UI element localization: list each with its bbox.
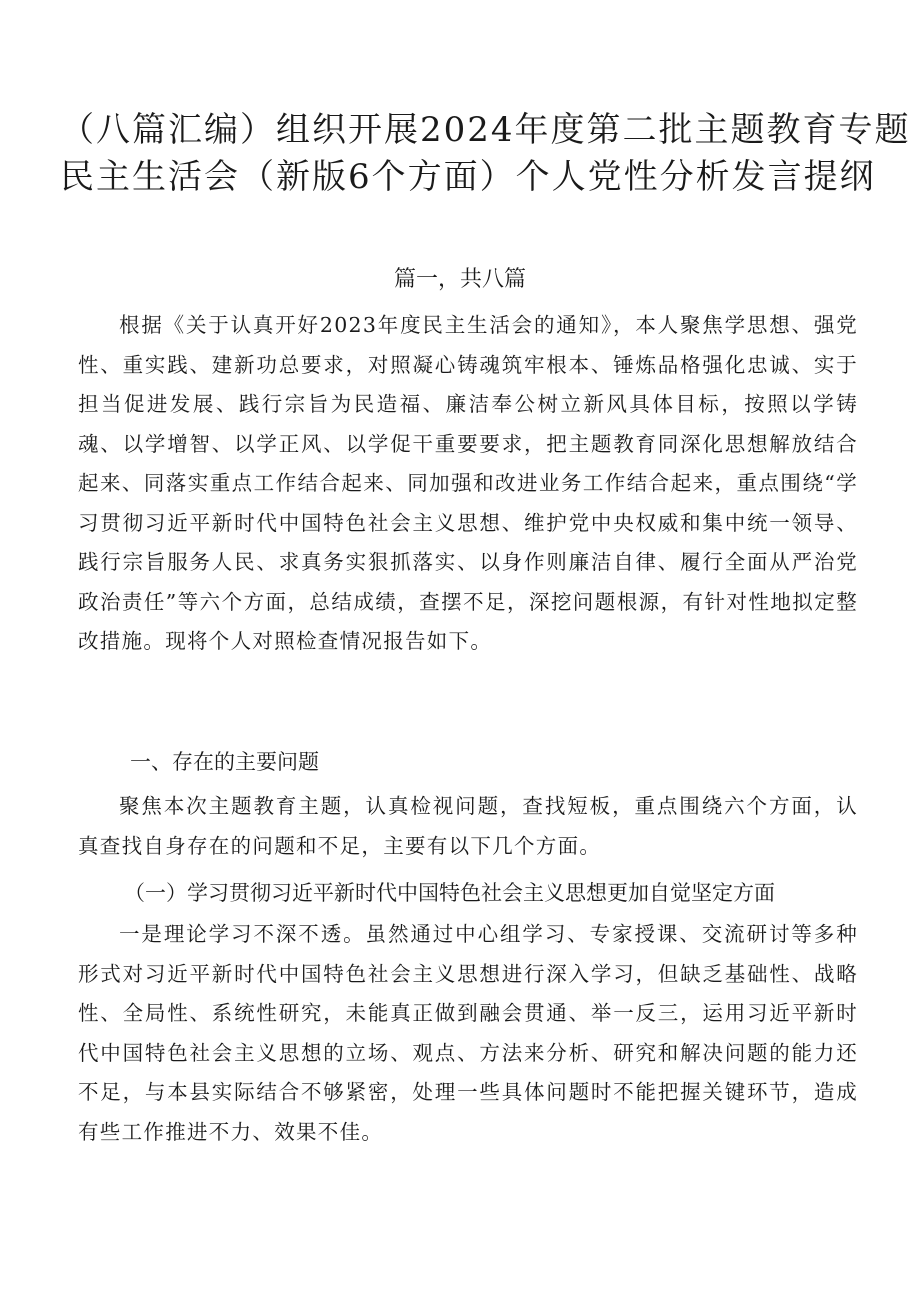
heading-subsection-1: （一）学习贯彻习近平新时代中国特色社会主义思想更加自觉坚定方面: [124, 881, 775, 905]
intro-block: [78, 306, 858, 662]
heading-main-problems: 一、存在的主要问题: [130, 750, 319, 774]
section-title: 篇一，共八篇: [393, 267, 526, 292]
document-title-line-1: （八篇汇编）组织开展2024年度第二批主题教育专题: [60, 110, 911, 150]
paragraph-2-block: [78, 787, 858, 866]
paragraph-3: 一是理论学习不深不透。虽然通过中心组学习、专家授课、交流研讨等多种形式对习近平新时代中国特色社会主义思想进行深入学习，但缺乏基础性、战略性、全局性、系统性研究，未能真正做到融会贯通、举一反三，运用习近平新时代中国特色社会主义思想的立场、观点、方法来分析、研究和解决问题的能力还不足，与本县实际结合不够紧密，处理一些具体问题时不能把握关键环节，造成有些工作推进不力、效果不佳。: [78, 922, 858, 1144]
paragraph-3-block: [78, 915, 858, 1152]
paragraph-2: 聚焦本次主题教育主题，认真检视问题，查找短板，重点围绕六个方面，认真查找自身存在的问题和不足，主要有以下几个方面。: [78, 794, 858, 858]
document-title-line-2: 民主生活会（新版6个方面）个人党性分析发言提纲: [60, 157, 876, 197]
intro-paragraph: 根据《关于认真开好2023年度民主生活会的通知》，本人聚焦学思想、强党性、重实践、建新功总要求，对照凝心铸魂筑牢根本、锤炼品格强化忠诚、实于担当促进发展、践行宗旨为民造福、廉洁奉公树立新风具体目标，按照以学铸魂、以学增智、以学正风、以学促干重要要求，把主题教育同深化思想解放结合起来、同落实重点工作结合起来、同加强和改进业务工作结合起来，重点围绕“学习贯彻习近平新时代中国特色社会主义思想、维护党中央权威和集中统一领导、践行宗旨服务人民、求真务实狠抓落实、以身作则廉洁自律、履行全面从严治党政治责任”等六个方面，总结成绩，查摆不足，深挖问题根源，有针对性地拟定整改措施。现将个人对照检查情况报告如下。: [78, 313, 858, 653]
